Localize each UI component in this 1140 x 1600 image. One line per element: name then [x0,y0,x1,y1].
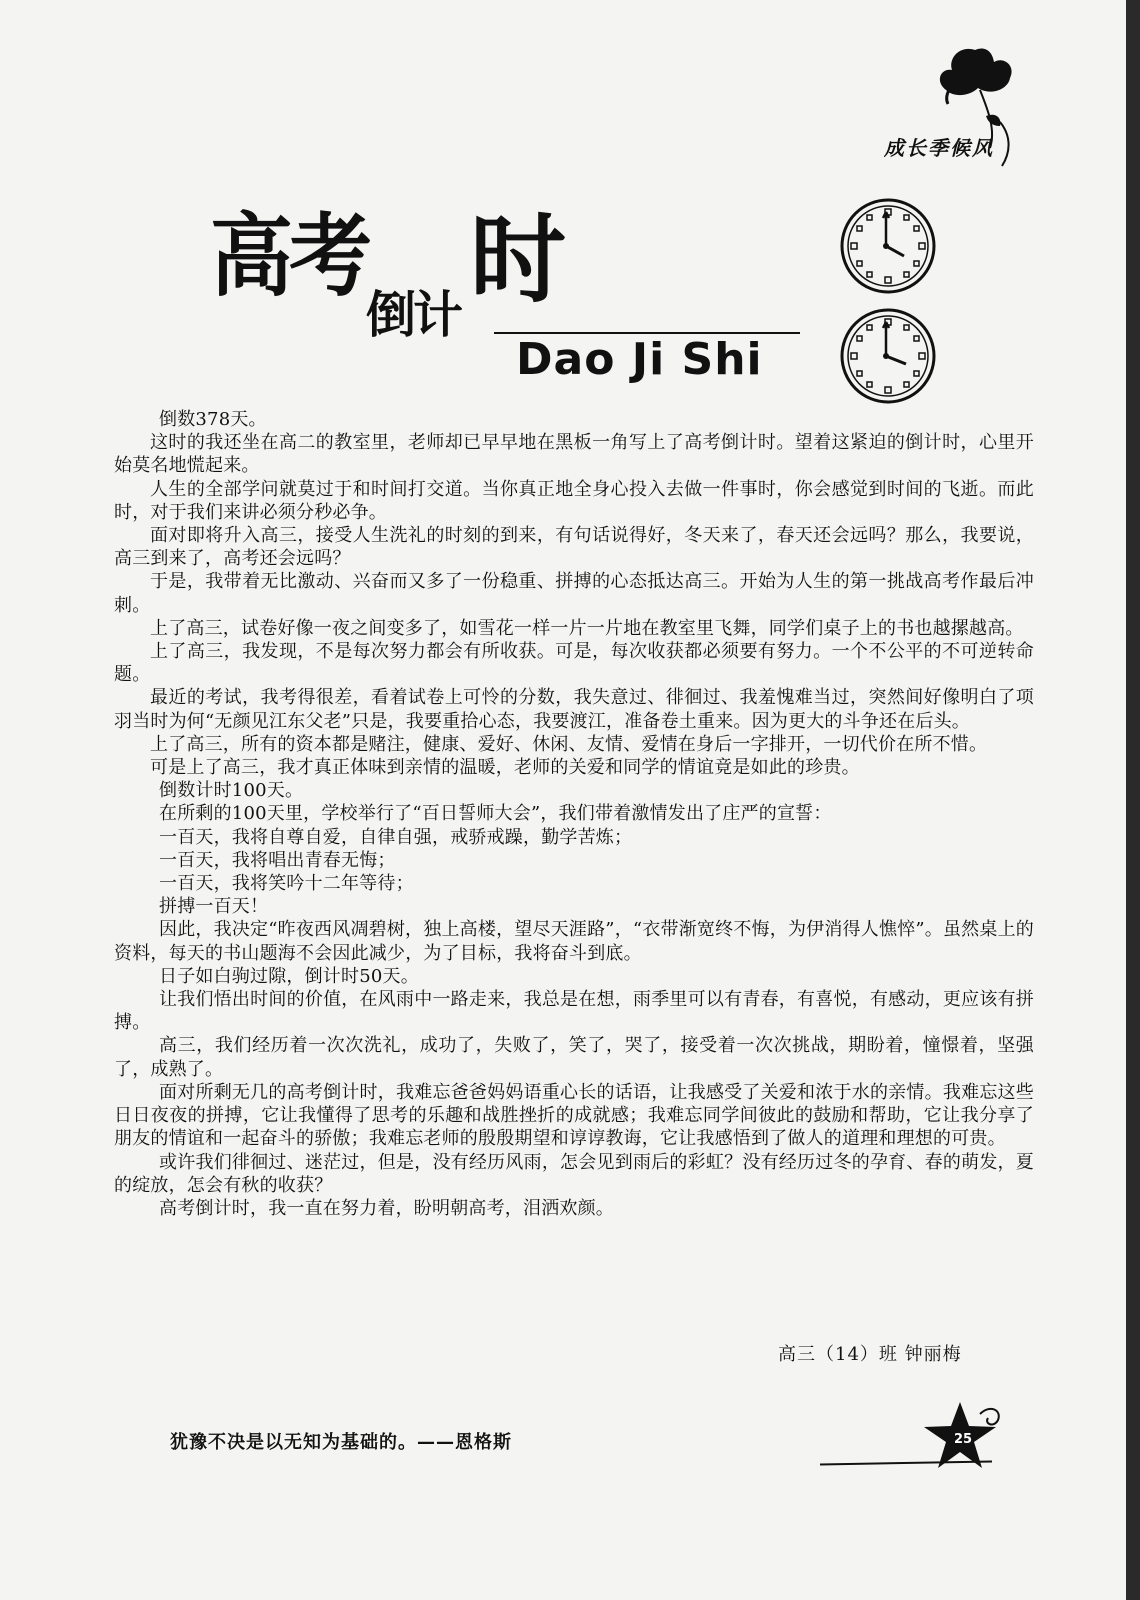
paragraph: 倒数378天。 [159,409,267,430]
paragraph: 一百天，我将笑吟十二年等待； [159,873,414,895]
page-number: 25 [953,1432,973,1447]
paragraph: 高考倒计时，我一直在努力着，盼明朝高考，泪洒欢颜。 [159,1197,614,1219]
paragraph: 高三，我们经历着一次次洗礼，成功了，失败了，笑了，哭了，接受着一次次挑战，期盼着，憧憬着，坚强了，成熟了。 [114,1035,1034,1080]
author-signature: 高三（14）班 钟丽梅 [778,1344,962,1365]
paragraph: 最近的考试，我考得很差，看着试卷上可怜的分数，我失意过、徘徊过、我羞愧难当过，突然间好像明白了项羽当时为何“无颜见江东父老”只是，我要重拾心态，我要渡江，准备卷土重来。因为更大的斗争还在后头。 [114,687,1034,732]
paragraph: 于是，我带着无比激动、兴奋而又多了一份稳重、拼搏的心态抵达高三。开始为人生的第一挑战高考作最后冲刺。 [114,571,1034,616]
title-sub: 倒计 [366,286,460,344]
paragraph: 上了高三，试卷好像一夜之间变多了，如雪花一样一片一片地在教室里飞舞，同学们桌子上的书也越摞越高。 [150,617,1024,639]
section-label: 成长季候风 [884,136,994,160]
title-main: 高考 [210,204,369,309]
article-body [114,408,1034,1220]
clock-icon [838,196,938,296]
paragraph: 一百天，我将唱出青春无悔； [159,849,396,871]
paragraph: 可是上了高三，我才真正体味到亲情的温暖，老师的关爱和同学的情谊竟是如此的珍贵。 [150,757,860,779]
paragraph: 这时的我还坐在高二的教室里，老师却已早早地在黑板一角写上了高考倒计时。望着这紧迫的倒计时，心里开始莫名地慌起来。 [114,432,1034,477]
paragraph: 或许我们徘徊过、迷茫过，但是，没有经历风雨，怎会见到雨后的彩虹？没有经历过冬的孕育、春的萌发，夏的绽放，怎会有秋的收获？ [114,1151,1034,1196]
paragraph: 在所剩的100天里，学校举行了“百日誓师大会”，我们带着激情发出了庄严的宣誓： [159,803,832,825]
paragraph: 一百天，我将自尊自爱，自律自强，戒骄戒躁，勤学苦炼； [159,826,633,848]
paragraph: 拼搏一百天！ [159,896,269,918]
clock-icon [838,306,938,406]
paragraph: 日子如白驹过隙，倒计时50天。 [159,965,419,987]
paragraph: 让我们悟出时间的价值，在风雨中一路走来，我总是在想，雨季里可以有青春，有喜悦，有感动，更应该有拼搏。 [114,989,1034,1034]
footer-quote: 犹豫不决是以无知为基础的。——恩格斯 [170,1432,512,1453]
paragraph: 上了高三，所有的资本都是赌注，健康、爱好、休闲、友情、爱情在身后一字排开，一切代价在所不惜。 [150,733,988,755]
curve-decoration [980,120,1020,170]
page-edge [1126,0,1140,1600]
paragraph: 因此，我决定“昨夜西风凋碧树，独上高楼，望尽天涯路”，“衣带渐宽终不悔，为伊消得人憔悴”。虽然桌上的资料，每天的书山题海不会因此减少，为了目标，我将奋斗到底。 [114,919,1034,964]
paragraph: 面对即将升入高三，接受人生洗礼的时刻的到来，有句话说得好，冬天来了，春天还会远吗？那么，我要说，高三到来了，高考还会远吗？ [114,525,1034,570]
title-pinyin: Dao Ji Shi [516,334,763,385]
paragraph: 人生的全部学问就莫过于和时间打交道。当你真正地全身心投入去做一件事时，你会感觉到时间的飞逝。而此时，对于我们来讲必须分秒必争。 [114,478,1034,523]
paragraph: 上了高三，我发现，不是每次努力都会有所收获。可是，每次收获都必须要有努力。一个不公平的不可逆转命题。 [114,641,1034,686]
paragraph: 面对所剩无几的高考倒计时，我难忘爸爸妈妈语重心长的话语，让我感受了关爱和浓于水的亲情。我难忘这些日日夜夜的拼搏，它让我懂得了思考的乐趣和战胜挫折的成就感；我难忘同学间彼此的鼓励和帮助，它让我分享了朋友的情谊和一起奋斗的骄傲；我难忘老师的殷殷期望和谆谆教诲，它让我感悟到了做人的道理和理想的可贵。 [114,1081,1034,1150]
title-end: 时 [470,204,566,316]
paragraph: 倒数计时100天。 [159,780,304,802]
